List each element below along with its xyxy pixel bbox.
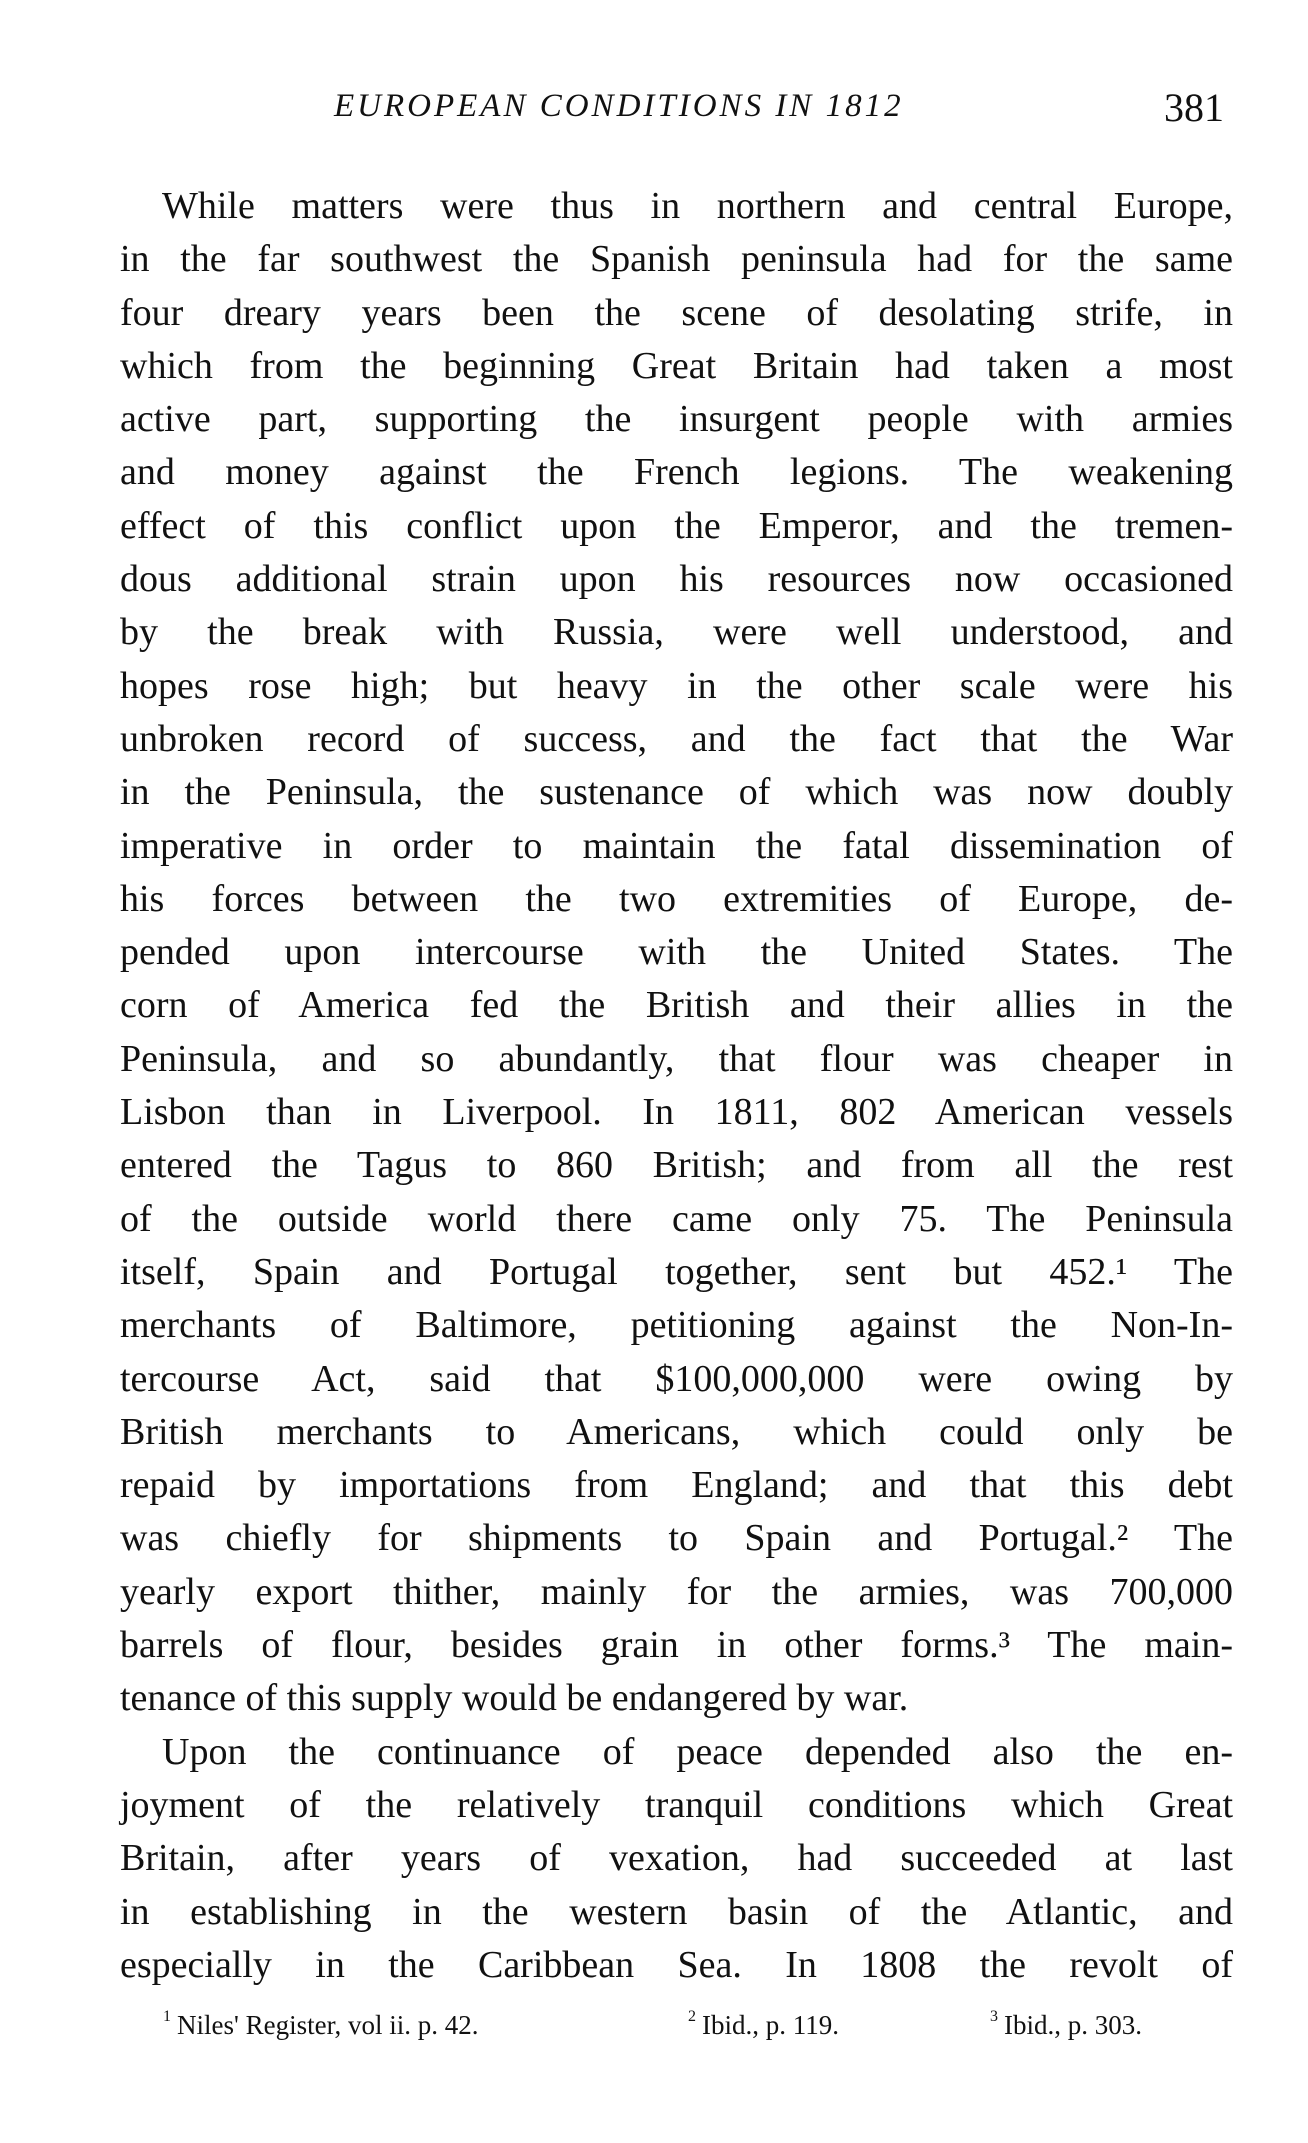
footnote-mark: 2 <box>688 2008 696 2025</box>
text-line: dous additional strain upon his resources now occasioned <box>120 558 1233 601</box>
text-line: and money against the French legions. The weakening <box>120 451 1233 494</box>
text-line: of the outside world there came only 75. The Peninsula <box>120 1197 1233 1240</box>
text-line: which from the beginning Great Britain had taken a most <box>120 344 1233 387</box>
text-line: itself, Spain and Portugal together, sent but 452.¹ The <box>120 1250 1233 1293</box>
text-line: joyment of the relatively tranquil conditions which Great <box>120 1783 1233 1826</box>
running-title: EUROPEAN CONDITIONS IN 1812 <box>334 88 904 124</box>
text-line: entered the Tagus to 860 British; and from all the rest <box>120 1144 1233 1187</box>
text-line: merchants of Baltimore, petitioning against the Non-In- <box>120 1304 1233 1347</box>
text-line: repaid by importations from England; and that this debt <box>120 1464 1233 1507</box>
footnote-3 <box>990 2010 1142 2041</box>
page-number: 381 <box>1164 85 1224 130</box>
text-line: Upon the continuance of peace depended also the en- <box>162 1730 1233 1773</box>
text-line: barrels of flour, besides grain in other forms.³ The main- <box>120 1624 1233 1667</box>
text-line: four dreary years been the scene of desolating strife, in <box>120 291 1233 334</box>
text-line: his forces between the two extremities of Europe, de- <box>120 877 1233 920</box>
text-line: tenance of this supply would be endangered by war. <box>120 1677 909 1720</box>
footnote-mark: 3 <box>990 2008 998 2025</box>
text-line: effect of this conflict upon the Emperor, and the tremen- <box>120 504 1233 547</box>
text-line: in the Peninsula, the sustenance of which was now doubly <box>120 771 1233 814</box>
text-line: Lisbon than in Liverpool. In 1811, 802 American vessels <box>120 1091 1233 1134</box>
page-header <box>0 85 1308 138</box>
footnote-1 <box>163 2010 479 2041</box>
text-line: hopes rose high; but heavy in the other scale were his <box>120 664 1233 707</box>
text-line: yearly export thither, mainly for the armies, was 700,000 <box>120 1570 1233 1613</box>
text-line: active part, supporting the insurgent people with armies <box>120 398 1233 441</box>
text-line: in the far southwest the Spanish peninsula had for the same <box>120 238 1233 281</box>
text-line: by the break with Russia, were well understood, and <box>120 611 1233 654</box>
paragraph <box>120 180 1233 1726</box>
text-line: pended upon intercourse with the United States. The <box>120 931 1233 974</box>
footnote-text: Niles' Register, vol ii. p. 42. <box>177 2010 479 2040</box>
text-line: was chiefly for shipments to Spain and Portugal.² The <box>120 1517 1233 1560</box>
text-line: imperative in order to maintain the fatal dissemination of <box>120 824 1233 867</box>
text-line: Peninsula, and so abundantly, that flour was cheaper in <box>120 1037 1233 1080</box>
text-line: unbroken record of success, and the fact that the War <box>120 717 1233 760</box>
text-line: While matters were thus in northern and central Europe, <box>162 185 1233 227</box>
text-line: tercourse Act, said that $100,000,000 were owing by <box>120 1357 1233 1400</box>
paragraph <box>120 1726 1233 1992</box>
footnote-text: Ibid., p. 119. <box>702 2010 839 2040</box>
body-text <box>120 180 1233 1992</box>
text-line: British merchants to Americans, which could only be <box>120 1410 1233 1453</box>
footnote-2 <box>688 2010 839 2041</box>
text-line: Britain, after years of vexation, had succeeded at last <box>120 1837 1233 1880</box>
text-line: especially in the Caribbean Sea. In 1808 the revolt of <box>120 1943 1233 1986</box>
footnote-mark: 1 <box>163 2008 171 2025</box>
footnote-text: Ibid., p. 303. <box>1004 2010 1142 2040</box>
text-line: in establishing in the western basin of the Atlantic, and <box>120 1890 1233 1933</box>
text-line: corn of America fed the British and their allies in the <box>120 984 1233 1027</box>
